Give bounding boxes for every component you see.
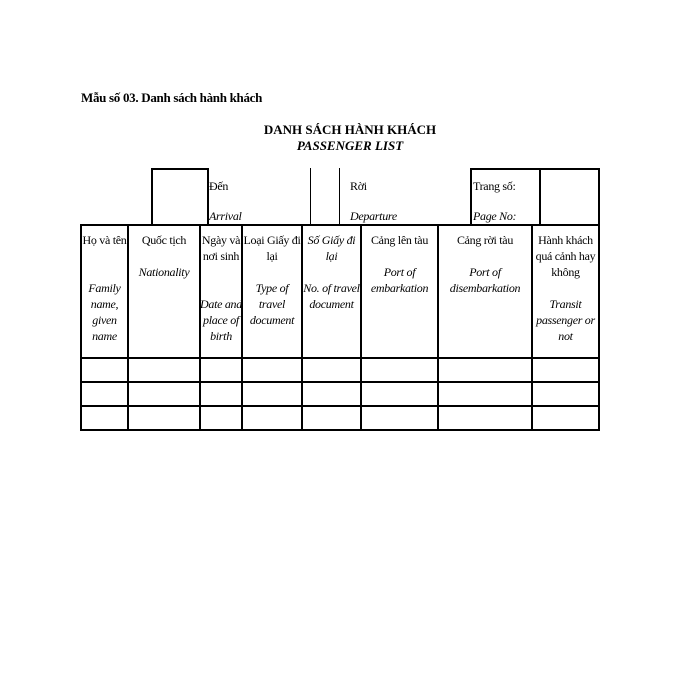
column-header-disembarkation-en: Port of disembarkation <box>449 265 521 295</box>
arrival-label-en: Arrival <box>209 209 242 223</box>
departure-label-en: Departure <box>350 209 397 223</box>
column-header-embarkation: Cảng lên tàu <box>370 233 429 247</box>
document-subtitle: PASSENGER LIST <box>296 138 404 153</box>
grid-line <box>470 168 472 226</box>
column-header-birth-en: Date and place of birth <box>200 297 242 343</box>
grid-line <box>598 168 600 226</box>
grid-line <box>151 168 209 170</box>
table-row[interactable] <box>82 407 598 429</box>
column-header-transit-en: Transit passenger or not <box>536 297 595 343</box>
column-header-birth: Ngày và nơi sinh <box>201 233 241 263</box>
column-header-name: Họ và tên <box>82 233 127 247</box>
column-header-name-en: Family name, given name <box>88 281 121 343</box>
grid-line <box>80 224 600 226</box>
column-header-embarkation-en: Port of embarkation <box>370 265 429 295</box>
grid-line <box>598 224 600 431</box>
form-number: Mẫu số 03. Danh sách hành khách <box>81 90 263 105</box>
arrival-label: Đến <box>209 179 229 193</box>
grid-line <box>470 168 600 170</box>
grid-line <box>310 168 311 226</box>
column-header-doc-type-en: Type of travel document <box>249 281 295 327</box>
departure-label: Rời <box>350 179 367 193</box>
table-row[interactable] <box>82 359 598 381</box>
column-header-doc-type: Loại Giấy đi lại <box>243 233 301 263</box>
column-header-transit: Hành khách quá cảnh hay không <box>535 233 596 279</box>
column-header-nationality: Quốc tịch <box>141 233 187 247</box>
grid-line <box>539 168 541 226</box>
column-header-disembarkation: Cảng rời tàu <box>456 233 514 247</box>
column-header-nationality-en: Nationality <box>138 265 190 279</box>
document-title: DANH SÁCH HÀNH KHÁCH <box>263 122 437 137</box>
table-row[interactable] <box>82 383 598 405</box>
grid-line <box>80 429 600 431</box>
grid-line <box>151 168 153 226</box>
grid-line <box>339 168 340 226</box>
page-number-label-en: Page No: <box>473 209 517 223</box>
column-header-doc-number: Số Giấy đi lại <box>307 233 356 263</box>
page-number-label: Trang số: <box>473 179 516 193</box>
column-header-doc-number-en: No. of travel document <box>303 281 360 311</box>
